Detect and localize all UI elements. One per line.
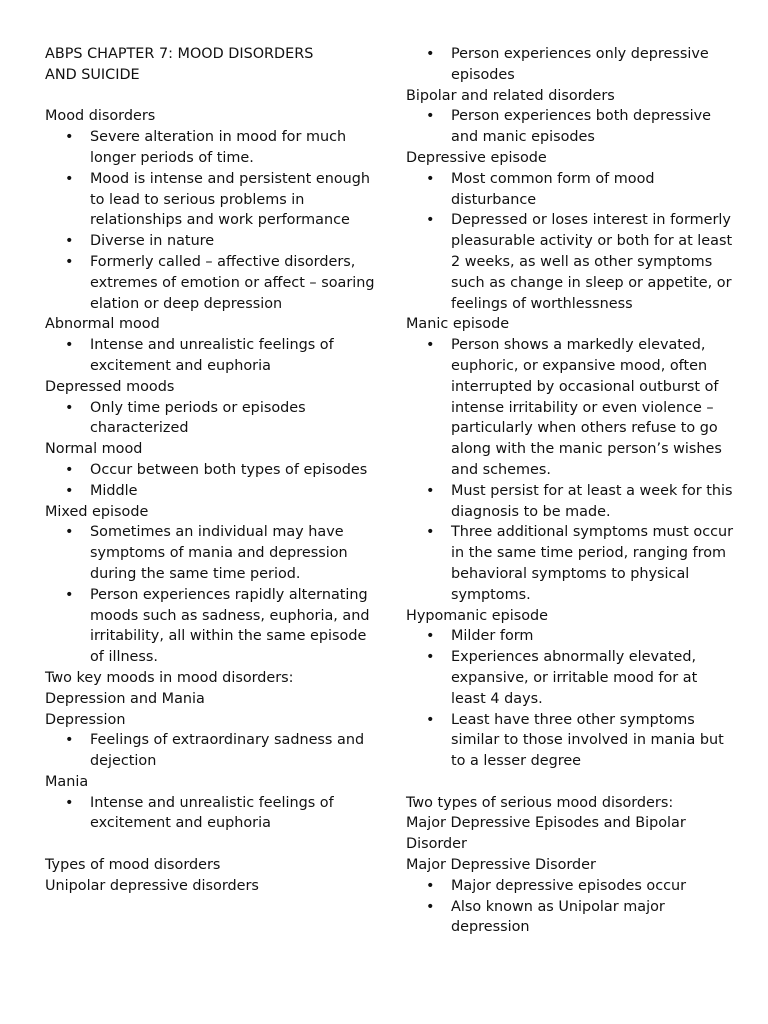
- bullet-list: [406, 626, 736, 772]
- text-line: Two types of serious mood disorders:: [406, 794, 674, 811]
- blank-line: [45, 86, 375, 107]
- bullet-item: • Depressed or loses interest in formerly pleasurable activity or both for at least 2 weeks, as well as other symptoms such as change in sleep or appetite, or feelings of worthlessness: [406, 210, 736, 314]
- bullet-item: • Also known as Unipolar major depression: [406, 897, 736, 939]
- section-heading: Normal mood: [45, 441, 143, 458]
- bullet-item: • Major depressive episodes occur: [406, 876, 736, 897]
- bullet-list: [406, 44, 736, 86]
- bullet-list: [45, 335, 375, 377]
- section-heading: Bipolar and related disorders: [406, 87, 615, 104]
- bullet-item: • Person experiences only depressive episodes: [406, 44, 736, 86]
- bullet-list: [406, 106, 736, 148]
- bullet-list: [45, 127, 375, 314]
- bullet-item: • Person experiences rapidly alternating moods such as sadness, euphoria, and irritability, all within the same episode of illness.: [45, 585, 375, 668]
- bullet-item: • Feelings of extraordinary sadness and dejection: [45, 730, 375, 772]
- bullet-list: [45, 730, 375, 772]
- bullet-item: • Diverse in nature: [45, 231, 375, 252]
- bullet-list: [406, 876, 736, 938]
- bullet-item: • Occur between both types of episodes: [45, 460, 375, 481]
- bullet-item: • Intense and unrealistic feelings of excitement and euphoria: [45, 793, 375, 835]
- bullet-item: • Intense and unrealistic feelings of excitement and euphoria: [45, 335, 375, 377]
- section-heading: Depressed moods: [45, 378, 175, 395]
- section-heading: Major Depressive Disorder: [406, 857, 596, 874]
- section-heading: Depressive episode: [406, 149, 547, 166]
- doc-title-line1: ABPS CHAPTER 7: MOOD DISORDERS: [45, 46, 314, 62]
- section-heading: Mania: [45, 773, 89, 790]
- section-heading: Abnormal mood: [45, 316, 160, 333]
- bullet-list: [45, 460, 375, 502]
- section-heading: Manic episode: [406, 316, 510, 333]
- bullet-item: • Most common form of mood disturbance: [406, 169, 736, 211]
- right-column: [406, 44, 736, 938]
- bullet-item: • Mood is intense and persistent enough to lead to serious problems in relationships and work performance: [45, 169, 375, 231]
- bullet-item: • Must persist for at least a week for this diagnosis to be made.: [406, 481, 736, 523]
- text-line: Depression and Mania: [45, 690, 205, 707]
- section-heading: Types of mood disorders: [45, 857, 221, 874]
- bullet-item: • Person experiences both depressive and manic episodes: [406, 106, 736, 148]
- doc-title-line2: AND SUICIDE: [45, 66, 140, 83]
- section-heading: Depression: [45, 711, 126, 728]
- bullet-item: • Person shows a markedly elevated, euphoric, or expansive mood, often interrupted by occasional outburst of intense irritability or even violence – particularly when others refuse to go along with the manic person’s wishes and schemes.: [406, 335, 736, 481]
- text-line: Two key moods in mood disorders:: [45, 669, 294, 686]
- bullet-list: [45, 398, 375, 440]
- section-heading: Unipolar depressive disorders: [45, 877, 259, 894]
- bullet-item: • Formerly called – affective disorders, extremes of emotion or affect – soaring elation or deep depression: [45, 252, 375, 314]
- section-heading: Hypomanic episode: [406, 607, 548, 624]
- bullet-item: • Only time periods or episodes characterized: [45, 398, 375, 440]
- blank-line: [406, 772, 736, 793]
- bullet-item: • Milder form: [406, 626, 736, 647]
- section-heading: Mixed episode: [45, 503, 149, 520]
- bullet-list: [45, 793, 375, 835]
- bullet-list: [45, 522, 375, 668]
- blank-line: [45, 834, 375, 855]
- section-heading: Mood disorders: [45, 108, 156, 125]
- left-column: [45, 44, 375, 897]
- bullet-item: • Middle: [45, 481, 375, 502]
- bullet-item: • Experiences abnormally elevated, expansive, or irritable mood for at least 4 days.: [406, 647, 736, 709]
- bullet-item: • Severe alteration in mood for much longer periods of time.: [45, 127, 375, 169]
- bullet-list: [406, 169, 736, 315]
- bullet-item: • Least have three other symptoms similar to those involved in mania but to a lesser degree: [406, 710, 736, 772]
- bullet-list: [406, 335, 736, 605]
- text-line: Major Depressive Episodes and Bipolar Disorder: [406, 815, 686, 853]
- bullet-item: • Three additional symptoms must occur in the same time period, ranging from behavioral symptoms to physical symptoms.: [406, 522, 736, 605]
- bullet-item: • Sometimes an individual may have symptoms of mania and depression during the same time period.: [45, 522, 375, 584]
